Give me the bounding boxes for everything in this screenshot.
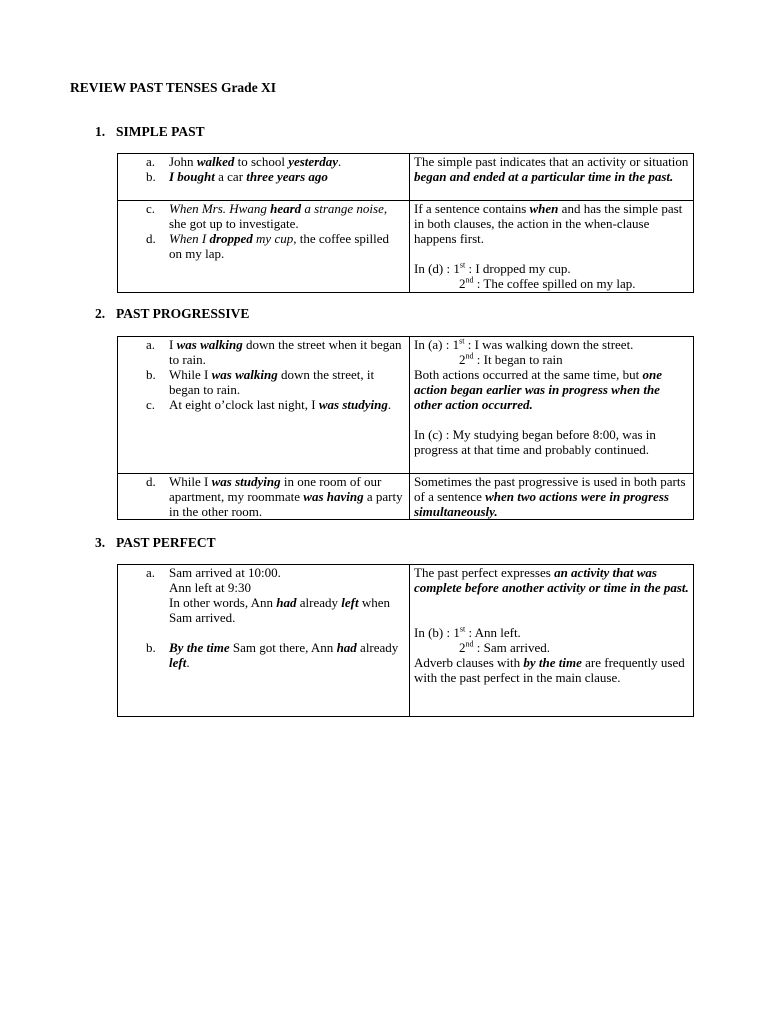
text-run: The past perfect expresses [414,565,555,580]
text-run: already [356,640,399,655]
italic-text: When I [169,231,210,246]
example-item [122,337,405,367]
examples-cell [118,154,410,201]
example-letter: d. [146,231,156,246]
explanation-cell [410,337,694,474]
text-run: to school [234,154,289,169]
example-letter: d. [146,474,156,489]
text-run: Sam got there, Ann [229,640,337,655]
emphasis-text: was walking [211,367,278,382]
emphasis-text: began and ended at a particular time in the past. [414,169,674,184]
text-run: 2 [459,276,466,291]
text-run: are frequently used with the past perfect in the main clause. [414,655,685,685]
ordinal-suffix: nd [465,639,474,649]
explanation-line [414,337,689,352]
italic-text: my cup [252,231,294,246]
explanation-line [414,640,689,655]
text-run: Both actions occurred at the same time, but [414,367,643,382]
example-item [122,595,405,625]
emphasis-text: three years ago [246,169,328,184]
emphasis-text: when [529,201,559,216]
text-run: 2 [459,352,466,367]
emphasis-text: was having [303,489,364,504]
explanation-line [414,201,689,246]
example-item [122,640,405,670]
example-letter: a. [146,154,156,169]
explanation-cell [410,474,694,520]
example-letter: b. [146,169,156,184]
section-title: PAST PERFECT [116,535,216,550]
text-run: Adverb clauses with [414,655,524,670]
italic-text: a strange noise [301,201,384,216]
text-run: : Ann left. [465,625,521,640]
explanation-line [414,352,689,367]
example-letter: c. [146,397,156,412]
emphasis-text: when two actions were in progress simultaneously. [414,489,669,519]
blank-line [414,610,689,625]
explanation-line [414,261,689,276]
example-item [122,397,405,412]
document-title: REVIEW PAST TENSES Grade XI [70,80,277,95]
table-row [118,474,694,520]
text-run: If a sentence contains [414,201,530,216]
explanation-cell [410,201,694,293]
blank-line [414,246,689,261]
text-run: In (a) : 1 [414,337,460,352]
ordinal-suffix: st [459,624,466,634]
example-letter: a. [146,337,156,352]
table-row [118,565,694,717]
examples-cell [118,565,410,717]
explanation-line [414,367,689,412]
text-run: a car [214,169,247,184]
explanation-line [414,276,689,291]
text-run: in one room of our apartment, my roommate [169,474,382,504]
table-row [118,201,694,293]
text-run: , the coffee spilled on my lap. [169,231,389,261]
example-letter: c. [146,201,156,216]
section-heading-simple-past [95,124,205,139]
text-run: down the street when it began to rain. [169,337,402,367]
emphasis-text: by the time [523,655,582,670]
example-item [122,231,405,261]
blank-line [414,595,689,610]
text-run: : It began to rain [473,352,563,367]
examples-cell [118,201,410,293]
text-run: already [296,595,342,610]
blank-line [414,412,689,427]
ordinal-suffix: st [459,336,465,346]
table-row [118,154,694,201]
text-run: Sometimes the past progressive is used in both parts of a sentence [414,474,686,504]
explanation-line [414,565,689,595]
example-item [122,154,405,169]
ordinal-suffix: nd [465,275,474,285]
explanation-cell [410,565,694,717]
blank-line [122,625,405,640]
emphasis-text: yesterday [288,154,338,169]
past-progressive-table [117,336,694,520]
example-item [122,169,405,184]
explanation-line [414,625,689,640]
example-item [122,565,405,580]
table-row [118,337,694,474]
ordinal-suffix: st [459,260,466,270]
section-title: PAST PROGRESSIVE [116,306,250,321]
section-title: SIMPLE PAST [116,124,205,139]
text-run: In (b) : 1 [414,625,460,640]
text-run: The simple past indicates that an activity or situation [414,154,689,169]
section-heading-past-progressive [95,306,249,321]
ordinal-suffix: nd [465,351,474,361]
text-run: In (d) : 1 [414,261,460,276]
section-heading-past-perfect [95,535,216,550]
example-item [122,201,405,231]
text-run: I [169,337,177,352]
text-run: John [169,154,197,169]
text-run: a party in the other room. [169,489,403,519]
text-run: : I dropped my cup. [465,261,571,276]
emphasis-text: left [169,655,187,670]
explanation-cell [410,154,694,201]
emphasis-text: was studying [211,474,281,489]
text-run: down the street, it began to rain. [169,367,375,397]
text-run: At eight o’clock last night, I [169,397,319,412]
emphasis-text: dropped [209,231,253,246]
text-run: In other words, Ann [169,595,277,610]
example-letter: b. [146,367,156,382]
text-run: when Sam arrived. [169,595,390,625]
example-item [122,474,405,519]
text-run: In (c) : My studying began before 8:00, was in progress at that time and probably continued. [414,427,656,457]
emphasis-text: left [341,595,359,610]
text-run: . [338,154,342,169]
example-item [122,367,405,397]
text-run: : Sam arrived. [473,640,551,655]
explanation-line [414,427,689,457]
example-letter: a. [146,565,156,580]
example-letter: b. [146,640,156,655]
section-number: 2. [95,306,106,321]
emphasis-text: was studying [318,397,388,412]
text-run: While I [169,474,212,489]
emphasis-text: had [336,640,357,655]
emphasis-text: one action began earlier was in progress when the other action occurred. [414,367,663,412]
emphasis-text: heard [270,201,302,216]
text-run: and has the simple past in both clauses, the action in the when-clause happens first. [414,201,683,246]
text-run: Ann left at 9:30 [169,580,251,595]
emphasis-text: walked [196,154,235,169]
text-run: While I [169,367,212,382]
text-run: : The coffee spilled on my lap. [473,276,636,291]
section-number: 3. [95,535,106,550]
text-run: Sam arrived at 10:00. [169,565,281,580]
explanation-line [414,655,689,685]
text-run: , she got up to investigate. [169,201,388,231]
emphasis-text: I bought [169,169,215,184]
emphasis-text: By the time [169,640,230,655]
text-run: : I was walking down the street. [464,337,634,352]
section-number: 1. [95,124,106,139]
emphasis-text: an activity that was complete before another activity or time in the past. [414,565,689,595]
text-run: . [387,397,392,412]
emphasis-text: was walking [176,337,243,352]
emphasis-text: had [276,595,297,610]
simple-past-table [117,153,694,293]
past-perfect-table [117,564,694,717]
text-run: 2 [459,640,466,655]
example-item [122,580,405,595]
explanation-line [414,474,689,519]
text-run: . [186,655,190,670]
explanation-line [414,154,689,184]
italic-text: When Mrs. Hwang [169,201,271,216]
examples-cell [118,474,410,520]
examples-cell [118,337,410,474]
